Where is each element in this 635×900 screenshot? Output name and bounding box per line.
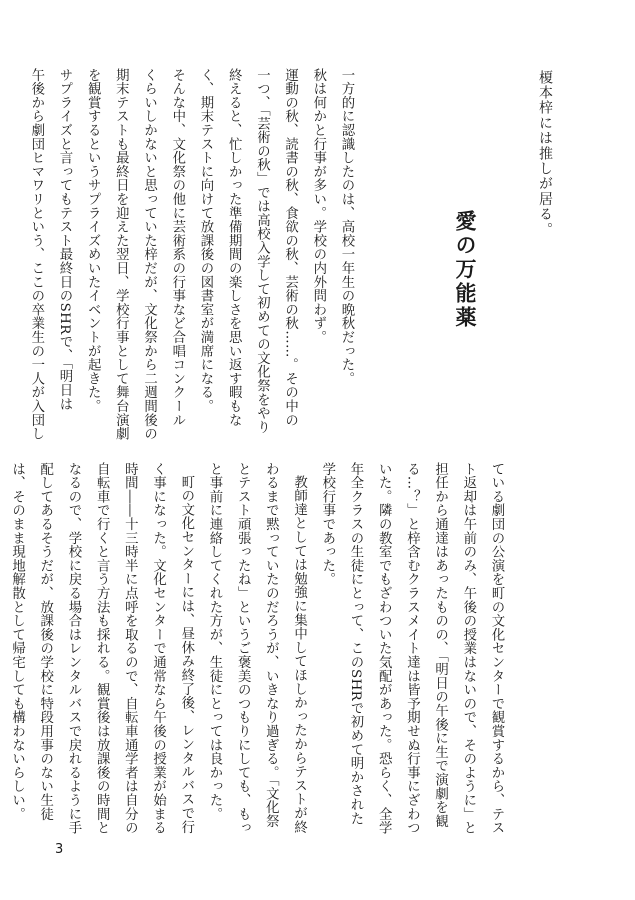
text-line: 配してあるそうだが、放課後の学校に特段用事のない生徒	[37, 462, 53, 821]
text-line: くらいしかないと思っていた梓だが、文化祭から二週間後の	[141, 68, 157, 441]
text-line: く事になった。文化センターで通常なら午後の授業が始まる	[150, 462, 166, 835]
upper-body-text	[28, 68, 360, 441]
text-line: 期末テストも最終日を迎えた翌日、学校行事として舞台演劇	[113, 68, 129, 441]
text-line: を観賞するというサプライズめいたイベントが起きた。	[85, 68, 101, 413]
text-line: 年全クラスの生徒にとって、このSHRで初めて明かされた	[347, 462, 363, 826]
text-line: 秋は何かと行事が多い。学校の内外問わず。	[310, 68, 326, 344]
text-line: なるので、学校に戻る場合はレンタルバスで戻れるように手	[65, 462, 81, 835]
text-line: わるまで黙っていたのだろうが、いきなり過ぎる。「文化祭	[263, 462, 279, 828]
text-line: ト返却は午前のみ、午後の授業はないので、そのように」と	[460, 462, 476, 835]
text-line: 運動の秋、読書の秋、食欲の秋、芸術の秋……。その中の	[282, 68, 298, 427]
text-line: く、期末テストに向けて放課後の図書室が満席になる。	[197, 68, 213, 413]
text-line: る…？」と梓含むクラスメイト達は皆予期せぬ行事にざわつ	[404, 462, 420, 835]
text-line: 終えると、忙しかった準備期間の楽しさを思い返す暇もな	[226, 68, 242, 427]
lower-body-text	[9, 462, 510, 835]
text-line: 一方的に認識したのは、高校一年生の晩秋だった。	[339, 68, 354, 386]
text-line: サプライズと言ってもテスト最終日のSHRで、「明日は	[56, 68, 72, 411]
text-line	[0, 462, 2, 812]
text-line: 自転車で行くと言う方法も採れる。観賞後は放課後の時間と	[94, 462, 110, 835]
text-line: は、そのまま現地解散として帰宅しても構わないらしい。	[9, 462, 25, 821]
page-number: 3	[55, 842, 64, 857]
text-line: とテスト頑張ったね」というご褒美のつもりにしても、もっ	[235, 462, 251, 835]
text-line: 町の文化センターには、昼休み終了後、レンタルバスで行	[178, 475, 194, 835]
text-line: いた。隣の教室でもざわついた気配があった。恐らく、全学	[376, 462, 392, 835]
book-title-line: 榎本梓には推しが居る。	[537, 70, 553, 238]
text-line: 午後から劇団ヒマワリという、ここの卒業生の一人が入団し	[28, 68, 44, 441]
text-line: 時間――十三時半に点呼を取るので、自転車通学者は自分の	[122, 462, 138, 835]
chapter-title: 愛の万能薬	[453, 210, 477, 330]
text-line: 教師達としては勉強に集中してほしかったからテストが終	[291, 475, 307, 835]
text-line: 一つ、「芸術の秋」では高校入学して初めての文化祭をやり	[254, 68, 270, 434]
text-line: と事前に連絡してくれた方が、生徒にとっては良かった。	[206, 462, 222, 821]
text-line: そんな中、文化祭の他に芸術系の行事など合唱コンクール	[169, 68, 185, 427]
text-line: 学校行事であった。	[319, 462, 335, 587]
text-line: 担任から通達はあったものの、「明日の午後に生で演劇を観	[432, 462, 448, 828]
text-line: ている劇団の公演を町の文化センターで観賞するから、テス	[489, 462, 504, 835]
